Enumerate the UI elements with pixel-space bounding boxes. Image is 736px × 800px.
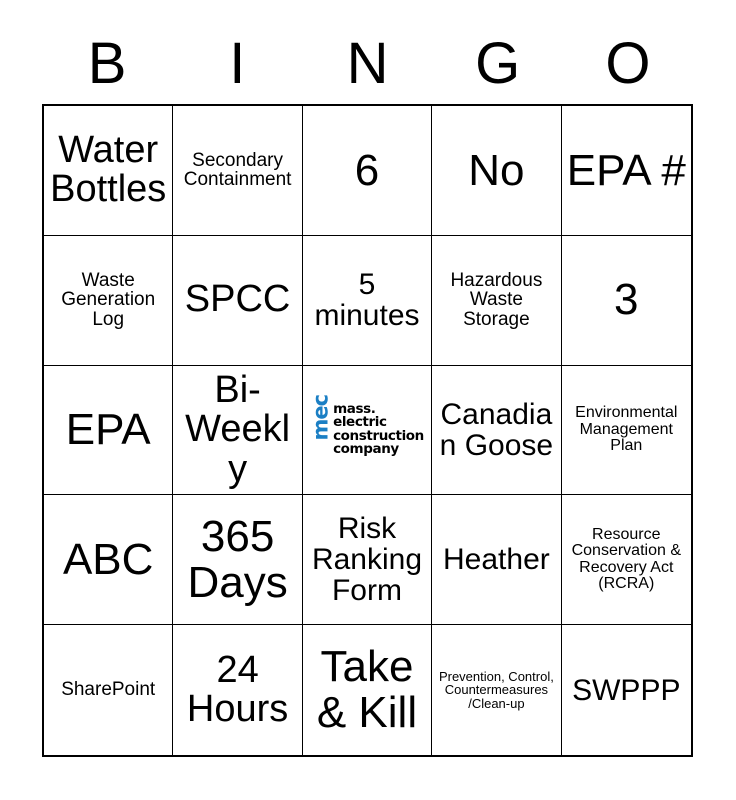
bingo-cell-o3[interactable] (562, 366, 691, 496)
bingo-cell-g4[interactable] (432, 495, 561, 625)
mec-logo-line-2: electric (333, 414, 387, 431)
header-letter-g: G (475, 31, 521, 96)
bingo-cell-g1[interactable] (432, 106, 561, 236)
bingo-cell-g3[interactable] (432, 366, 561, 496)
bingo-cell-n5[interactable] (303, 625, 432, 755)
bingo-cell-text: Resource Conservation & Recovery Act (RCRA) (571, 525, 681, 593)
mec-company-logo (307, 395, 427, 458)
bingo-cell-text: Canadian Goose (439, 397, 554, 462)
header-letter-i: I (229, 31, 246, 96)
bingo-cell-i5[interactable] (173, 625, 302, 755)
bingo-cell-text: No (468, 145, 525, 195)
bingo-cell-text: Secondary Containment (183, 149, 292, 191)
header-letter-b: B (87, 31, 127, 96)
mec-logo-line-1: mass. (333, 400, 376, 417)
bingo-cell-text: 5 minutes (314, 268, 420, 333)
bingo-cell-o4[interactable] (562, 495, 691, 625)
bingo-grid (42, 104, 693, 757)
bingo-cell-o2[interactable] (562, 236, 691, 366)
bingo-cell-i3[interactable] (173, 366, 302, 496)
bingo-cell-text: 24 Hours (186, 648, 289, 731)
bingo-cell-text: 6 (354, 145, 380, 195)
bingo-cell-o1[interactable] (562, 106, 691, 236)
bingo-cell-b3[interactable] (44, 366, 173, 496)
bingo-cell-text: Environmental Management Plan (575, 404, 678, 455)
bingo-cell-g5[interactable] (432, 625, 561, 755)
bingo-cell-n4[interactable] (303, 495, 432, 625)
bingo-cell-n1[interactable] (303, 106, 432, 236)
bingo-cell-text: 365 Days (187, 512, 288, 607)
bingo-cell-text: Water Bottles (50, 128, 167, 211)
bingo-cell-text: SharePoint (61, 679, 156, 701)
header-letter-n: N (346, 31, 389, 96)
bingo-cell-o5[interactable] (562, 625, 691, 755)
bingo-cell-text: Hazardous Waste Storage (450, 269, 543, 331)
bingo-cell-b1[interactable] (44, 106, 173, 236)
bingo-cell-text: Waste Generation Log (61, 269, 156, 331)
bingo-cell-text: SPCC (184, 278, 291, 321)
bingo-cell-g2[interactable] (432, 236, 561, 366)
bingo-cell-text: SWPPP (572, 673, 681, 707)
bingo-cell-text: Prevention, Control, Countermeasures /Clean-up (438, 668, 554, 711)
bingo-cell-text: ABC (62, 534, 154, 584)
bingo-header (42, 24, 693, 104)
bingo-cell-b5[interactable] (44, 625, 173, 755)
bingo-cell-i2[interactable] (173, 236, 302, 366)
bingo-cell-i1[interactable] (173, 106, 302, 236)
bingo-cell-text: Bi-Weekly (185, 368, 291, 490)
bingo-cell-b4[interactable] (44, 495, 173, 625)
bingo-cell-text: Risk Ranking Form (311, 512, 423, 608)
bingo-cell-text: EPA (65, 405, 151, 455)
mec-logo-wordmark (333, 400, 424, 458)
bingo-cell-b2[interactable] (44, 236, 173, 366)
bingo-cell-i4[interactable] (173, 495, 302, 625)
bingo-cell-text: Take & Kill (316, 642, 418, 738)
header-letter-o: O (605, 31, 651, 96)
mec-logo-line-3: construction (333, 427, 424, 444)
bingo-cell-text: Heather (443, 543, 550, 577)
mec-monogram-icon: mec (308, 395, 333, 441)
bingo-cell-n2[interactable] (303, 236, 432, 366)
bingo-cell-text: 3 (614, 275, 639, 325)
bingo-cell-free-space[interactable] (303, 366, 432, 496)
bingo-cell-text: EPA # (566, 145, 686, 195)
mec-logo-line-4: company (333, 441, 399, 458)
